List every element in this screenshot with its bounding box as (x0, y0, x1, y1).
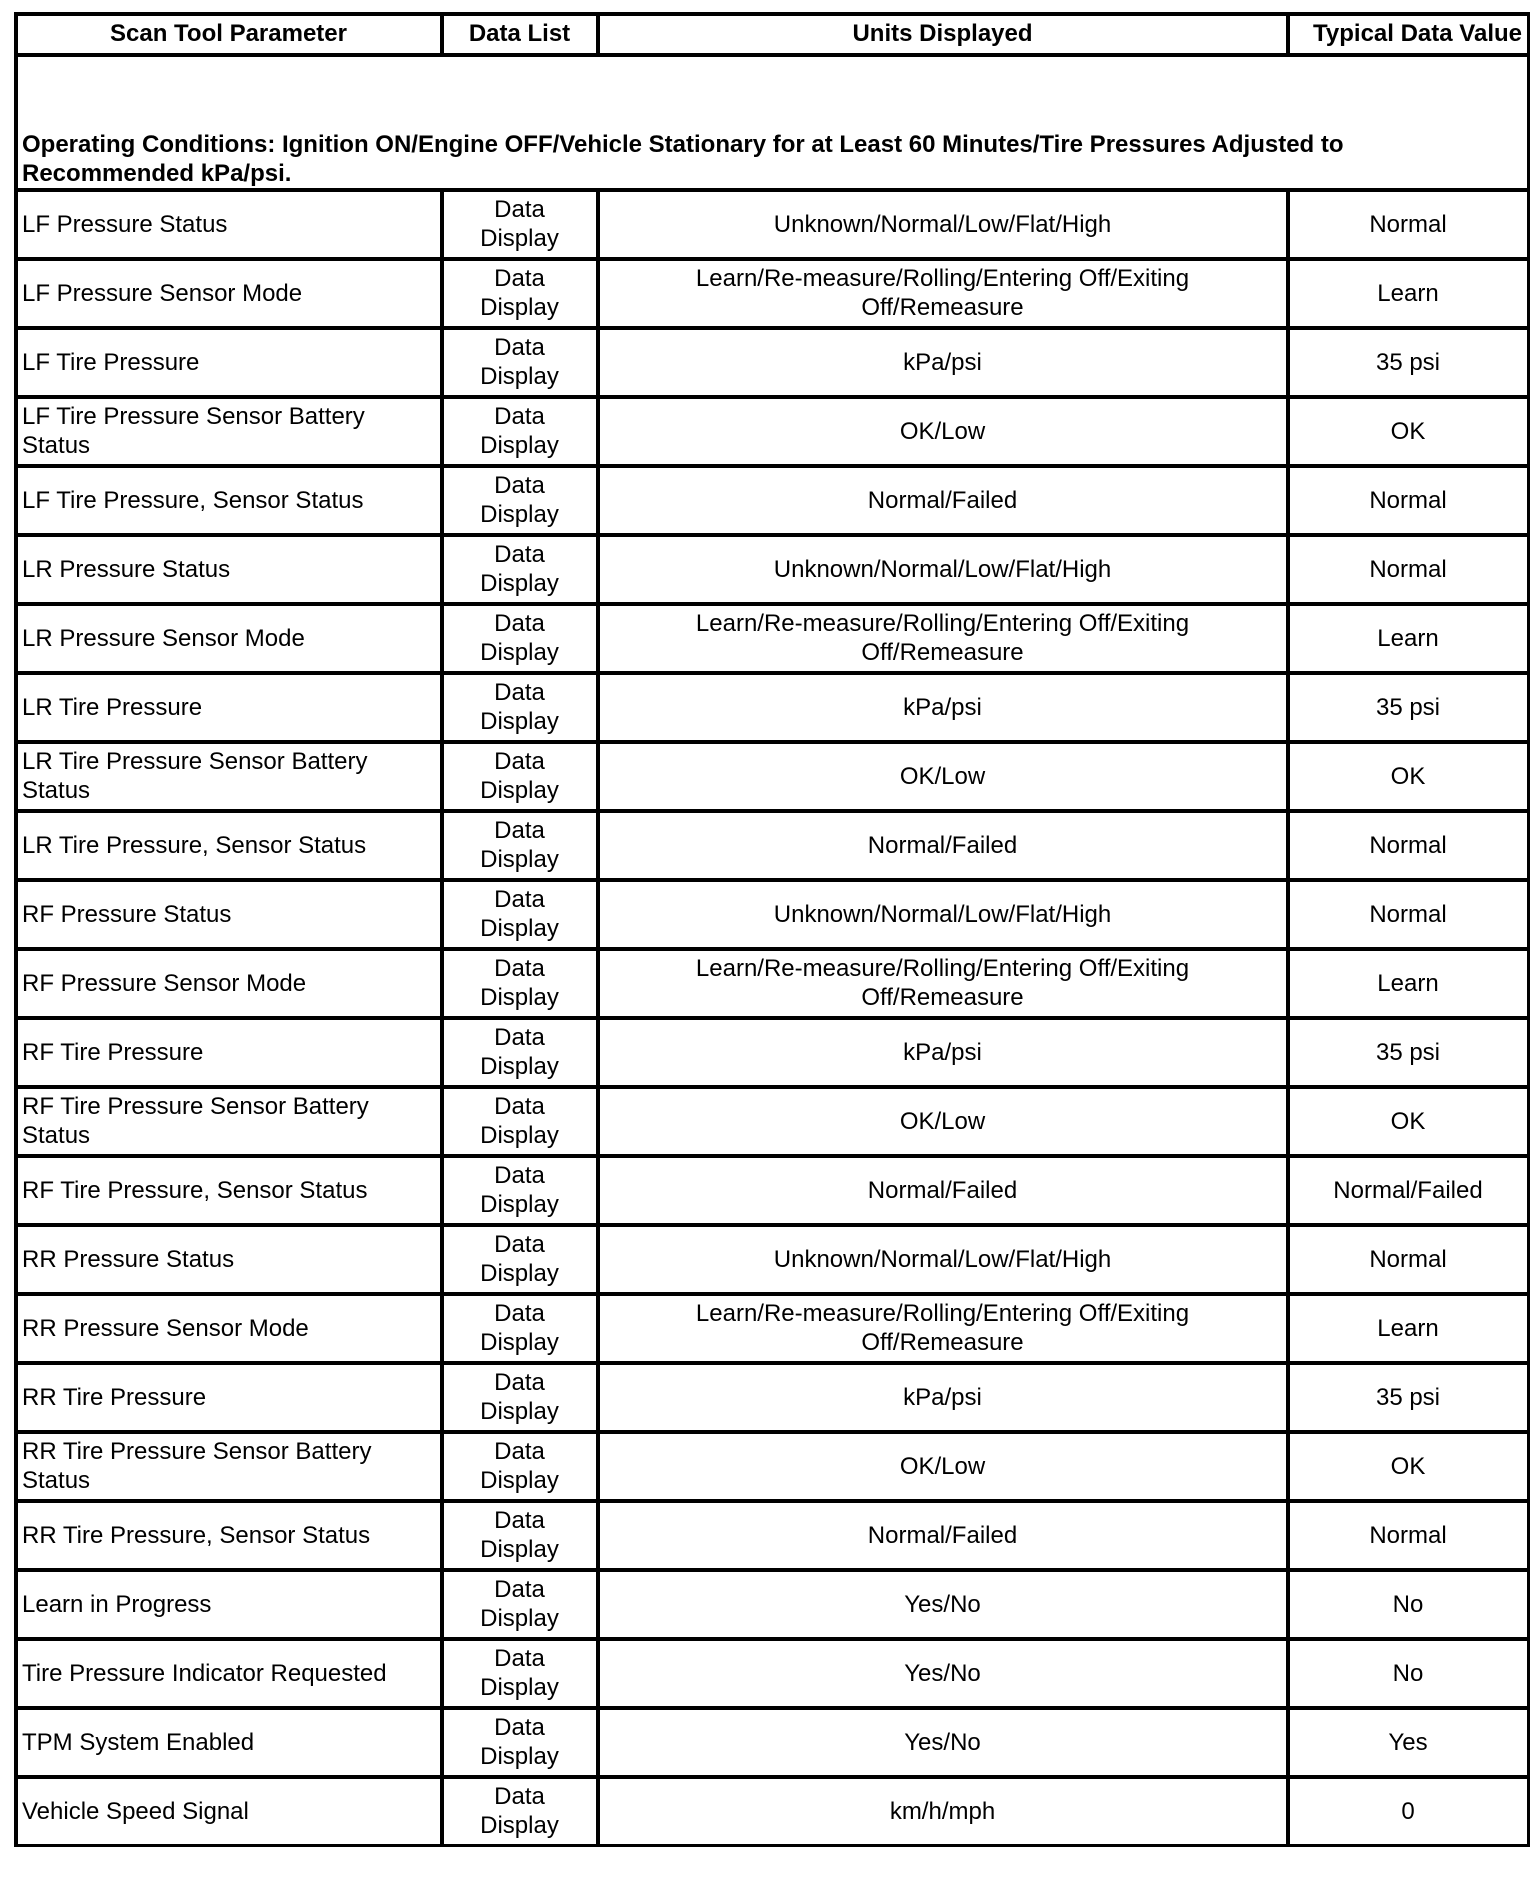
cell-units-displayed: OK/Low (599, 743, 1289, 812)
cell-typical-value: Yes (1289, 1709, 1527, 1778)
table-row (17, 467, 1527, 536)
cell-units-displayed: OK/Low (599, 398, 1289, 467)
table-row (17, 1088, 1527, 1157)
cell-data-list: Data Display (443, 1019, 599, 1088)
header-scan-tool-parameter: Scan Tool Parameter (17, 15, 443, 56)
cell-data-list: Data Display (443, 1571, 599, 1640)
cell-typical-value: 35 psi (1289, 674, 1527, 743)
cell-data-list: Data Display (443, 260, 599, 329)
table-row (17, 191, 1527, 260)
cell-units-displayed: km/h/mph (599, 1778, 1289, 1844)
cell-units-displayed: Learn/Re-measure/Rolling/Entering Off/Exiting Off/Remeasure (599, 1295, 1289, 1364)
table-row (17, 674, 1527, 743)
cell-parameter: LR Tire Pressure Sensor Battery Status (17, 743, 443, 812)
cell-parameter: LF Pressure Sensor Mode (17, 260, 443, 329)
cell-parameter: RF Tire Pressure (17, 1019, 443, 1088)
cell-data-list: Data Display (443, 1709, 599, 1778)
scan-tool-data-table-container (14, 12, 1524, 1847)
cell-units-displayed: Yes/No (599, 1571, 1289, 1640)
cell-parameter: LR Tire Pressure, Sensor Status (17, 812, 443, 881)
operating-conditions: Operating Conditions: Ignition ON/Engine OFF/Vehicle Stationary for at Least 60 Minutes/Tire Pressures Adjusted to Recommended kPa/psi. (17, 56, 1527, 191)
cell-parameter: LF Tire Pressure Sensor Battery Status (17, 398, 443, 467)
table-row (17, 950, 1527, 1019)
table-row (17, 1157, 1527, 1226)
cell-data-list: Data Display (443, 1157, 599, 1226)
cell-typical-value: Normal (1289, 881, 1527, 950)
cell-typical-value: Learn (1289, 605, 1527, 674)
cell-units-displayed: Unknown/Normal/Low/Flat/High (599, 881, 1289, 950)
cell-parameter: RR Tire Pressure Sensor Battery Status (17, 1433, 443, 1502)
cell-parameter: Vehicle Speed Signal (17, 1778, 443, 1844)
cell-units-displayed: Learn/Re-measure/Rolling/Entering Off/Exiting Off/Remeasure (599, 605, 1289, 674)
header-data-list: Data List (443, 15, 599, 56)
cell-parameter: LF Tire Pressure, Sensor Status (17, 467, 443, 536)
cell-units-displayed: kPa/psi (599, 1019, 1289, 1088)
header-typical-data-value: Typical Data Value (1289, 15, 1527, 56)
cell-typical-value: OK (1289, 1433, 1527, 1502)
cell-units-displayed: Normal/Failed (599, 1157, 1289, 1226)
cell-typical-value: Normal (1289, 812, 1527, 881)
cell-data-list: Data Display (443, 1502, 599, 1571)
cell-data-list: Data Display (443, 1433, 599, 1502)
cell-data-list: Data Display (443, 674, 599, 743)
cell-parameter: RF Tire Pressure Sensor Battery Status (17, 1088, 443, 1157)
cell-data-list: Data Display (443, 1778, 599, 1844)
header-units-displayed: Units Displayed (599, 15, 1289, 56)
cell-parameter: Tire Pressure Indicator Requested (17, 1640, 443, 1709)
cell-parameter: LR Pressure Status (17, 536, 443, 605)
table-row (17, 1571, 1527, 1640)
cell-typical-value: Normal (1289, 191, 1527, 260)
cell-parameter: TPM System Enabled (17, 1709, 443, 1778)
cell-typical-value: OK (1289, 1088, 1527, 1157)
cell-typical-value: No (1289, 1571, 1527, 1640)
table-row (17, 1709, 1527, 1778)
cell-typical-value: OK (1289, 743, 1527, 812)
cell-parameter: RR Tire Pressure, Sensor Status (17, 1502, 443, 1571)
table-row (17, 536, 1527, 605)
cell-parameter: LR Tire Pressure (17, 674, 443, 743)
cell-data-list: Data Display (443, 743, 599, 812)
table-row (17, 1226, 1527, 1295)
table-row (17, 1364, 1527, 1433)
table-row (17, 1433, 1527, 1502)
cell-typical-value: Learn (1289, 950, 1527, 1019)
cell-typical-value: Normal (1289, 1226, 1527, 1295)
table-row (17, 812, 1527, 881)
cell-units-displayed: Yes/No (599, 1640, 1289, 1709)
cell-parameter: LR Pressure Sensor Mode (17, 605, 443, 674)
cell-parameter: RR Tire Pressure (17, 1364, 443, 1433)
cell-parameter: LF Tire Pressure (17, 329, 443, 398)
cell-units-displayed: kPa/psi (599, 329, 1289, 398)
table-row (17, 1778, 1527, 1844)
cell-units-displayed: OK/Low (599, 1433, 1289, 1502)
cell-data-list: Data Display (443, 398, 599, 467)
cell-data-list: Data Display (443, 1364, 599, 1433)
cell-data-list: Data Display (443, 1640, 599, 1709)
cell-typical-value: Normal (1289, 467, 1527, 536)
cell-data-list: Data Display (443, 605, 599, 674)
scan-tool-data-table (14, 12, 1530, 1847)
cell-typical-value: Learn (1289, 1295, 1527, 1364)
cell-units-displayed: Learn/Re-measure/Rolling/Entering Off/Exiting Off/Remeasure (599, 950, 1289, 1019)
cell-data-list: Data Display (443, 1295, 599, 1364)
cell-units-displayed: Normal/Failed (599, 812, 1289, 881)
cell-typical-value: 0 (1289, 1778, 1527, 1844)
cell-parameter: RF Tire Pressure, Sensor Status (17, 1157, 443, 1226)
table-row (17, 260, 1527, 329)
cell-data-list: Data Display (443, 1088, 599, 1157)
table-row (17, 1502, 1527, 1571)
cell-typical-value: No (1289, 1640, 1527, 1709)
cell-parameter: RR Pressure Sensor Mode (17, 1295, 443, 1364)
cell-units-displayed: kPa/psi (599, 1364, 1289, 1433)
cell-parameter: LF Pressure Status (17, 191, 443, 260)
cell-typical-value: 35 psi (1289, 1364, 1527, 1433)
cell-data-list: Data Display (443, 536, 599, 605)
cell-data-list: Data Display (443, 329, 599, 398)
cell-data-list: Data Display (443, 467, 599, 536)
cell-typical-value: Normal/Failed (1289, 1157, 1527, 1226)
table-row (17, 1019, 1527, 1088)
table-row (17, 1640, 1527, 1709)
table-row (17, 1295, 1527, 1364)
cell-typical-value: OK (1289, 398, 1527, 467)
cell-units-displayed: Unknown/Normal/Low/Flat/High (599, 191, 1289, 260)
cell-parameter: RF Pressure Sensor Mode (17, 950, 443, 1019)
header-row (17, 15, 1527, 56)
cell-typical-value: Normal (1289, 536, 1527, 605)
cell-typical-value: 35 psi (1289, 329, 1527, 398)
cell-units-displayed: Unknown/Normal/Low/Flat/High (599, 536, 1289, 605)
cell-data-list: Data Display (443, 950, 599, 1019)
table-row (17, 398, 1527, 467)
cell-typical-value: 35 psi (1289, 1019, 1527, 1088)
cell-typical-value: Learn (1289, 260, 1527, 329)
cell-parameter: RF Pressure Status (17, 881, 443, 950)
cell-units-displayed: OK/Low (599, 1088, 1289, 1157)
cell-typical-value: Normal (1289, 1502, 1527, 1571)
cell-data-list: Data Display (443, 812, 599, 881)
cell-units-displayed: Yes/No (599, 1709, 1289, 1778)
cell-parameter: Learn in Progress (17, 1571, 443, 1640)
cell-units-displayed: Normal/Failed (599, 1502, 1289, 1571)
table-row (17, 881, 1527, 950)
table-row (17, 329, 1527, 398)
cell-units-displayed: Normal/Failed (599, 467, 1289, 536)
operating-conditions-row (17, 56, 1527, 191)
table-row (17, 605, 1527, 674)
cell-data-list: Data Display (443, 1226, 599, 1295)
table-row (17, 743, 1527, 812)
cell-units-displayed: Unknown/Normal/Low/Flat/High (599, 1226, 1289, 1295)
cell-data-list: Data Display (443, 191, 599, 260)
cell-parameter: RR Pressure Status (17, 1226, 443, 1295)
cell-data-list: Data Display (443, 881, 599, 950)
cell-units-displayed: kPa/psi (599, 674, 1289, 743)
cell-units-displayed: Learn/Re-measure/Rolling/Entering Off/Exiting Off/Remeasure (599, 260, 1289, 329)
